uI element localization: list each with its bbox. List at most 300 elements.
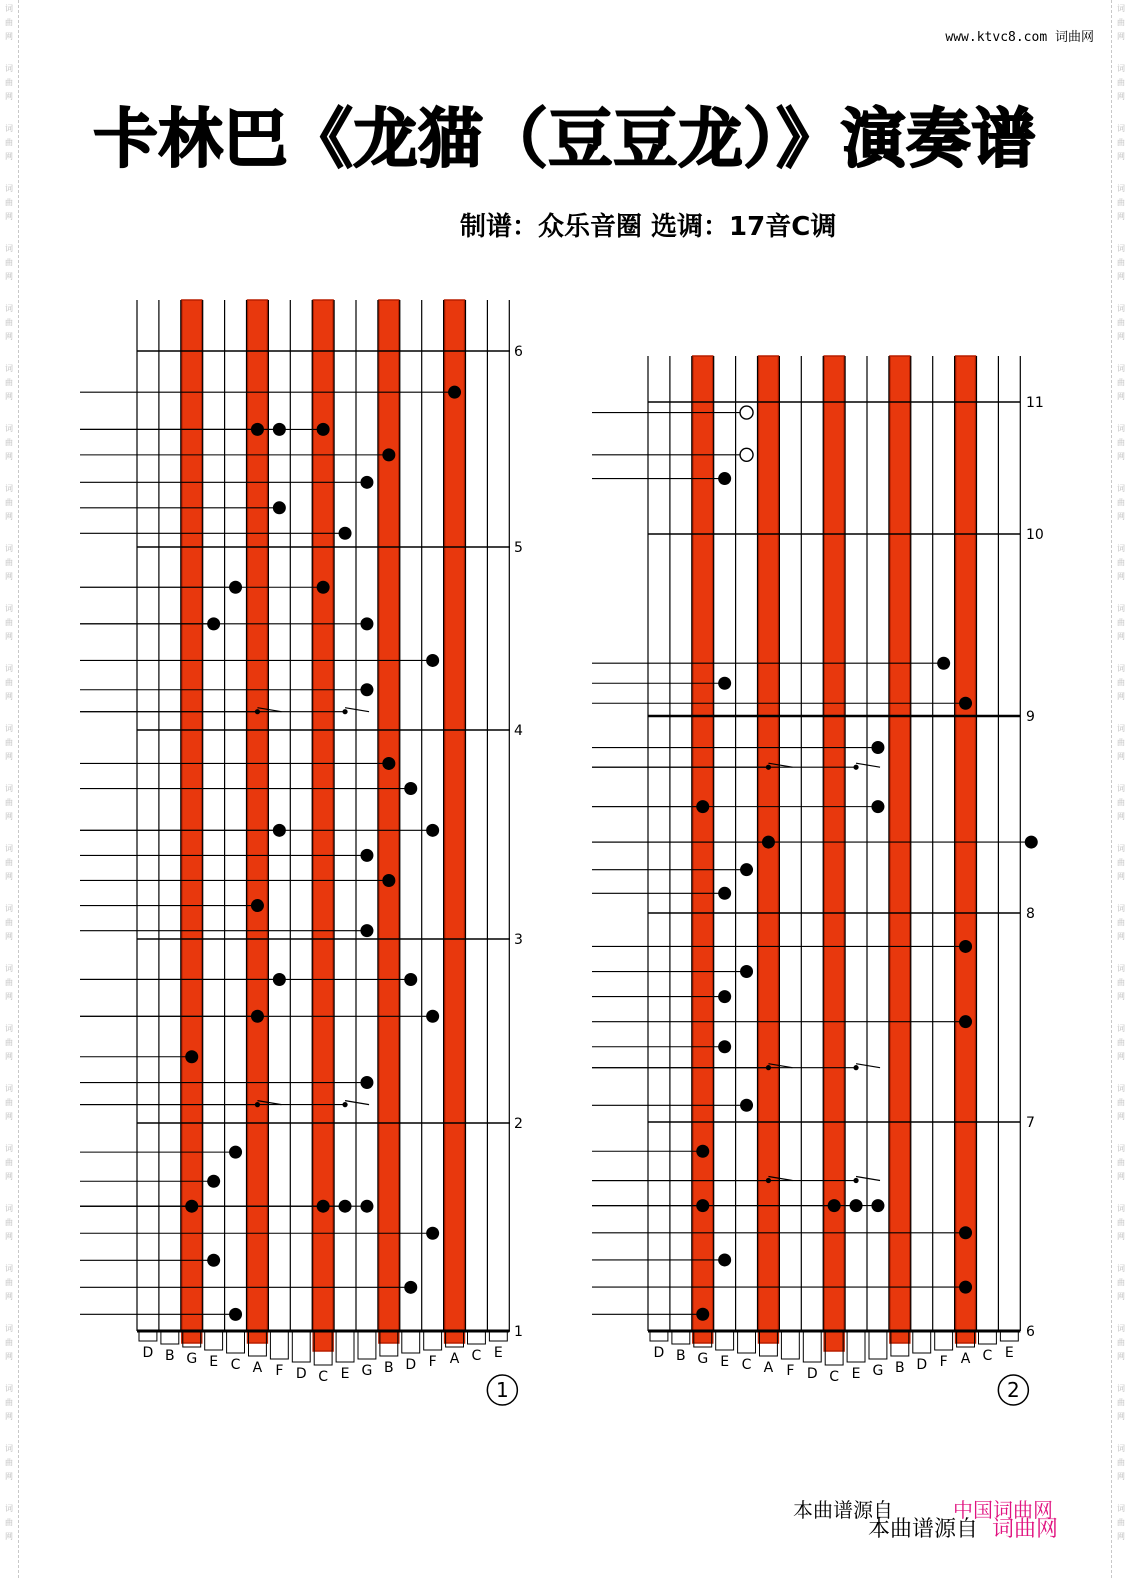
measure-number: 2 bbox=[514, 1116, 523, 1132]
note-dot bbox=[382, 448, 395, 461]
tine-highlight bbox=[693, 356, 713, 1343]
note-dot bbox=[1025, 836, 1038, 849]
tine-letter: A bbox=[960, 1351, 971, 1367]
watermark-char: 词 bbox=[5, 1444, 13, 1453]
watermark-char: 曲 bbox=[1117, 1158, 1125, 1167]
note-dot bbox=[871, 1199, 884, 1212]
measure-number: 8 bbox=[1026, 906, 1035, 922]
watermark-char: 网 bbox=[5, 992, 13, 1001]
note-dot bbox=[360, 849, 373, 862]
note-dot bbox=[339, 527, 352, 540]
watermark-char: 曲 bbox=[1117, 1278, 1125, 1287]
note-open bbox=[740, 406, 753, 419]
watermark-char: 网 bbox=[5, 452, 13, 461]
note-dot bbox=[207, 1175, 220, 1188]
watermark-char: 曲 bbox=[1117, 738, 1125, 747]
watermark-char: 网 bbox=[1117, 992, 1125, 1001]
watermark-char: 曲 bbox=[1117, 858, 1125, 867]
page-title: 卡林巴《龙猫（豆豆龙）》演奏谱 bbox=[93, 103, 1037, 177]
tine-letter: C bbox=[318, 1369, 329, 1385]
watermark-char: 网 bbox=[1117, 1052, 1125, 1061]
watermark-char: 词 bbox=[5, 1504, 13, 1513]
tine-letter: C bbox=[230, 1357, 241, 1373]
tine-tip bbox=[869, 1331, 887, 1359]
watermark-char: 词 bbox=[5, 904, 13, 913]
note-dot bbox=[718, 1253, 731, 1266]
watermark-char: 词 bbox=[5, 124, 13, 133]
tine-tip bbox=[402, 1331, 420, 1353]
watermark-char: 曲 bbox=[1117, 1038, 1125, 1047]
tine-letter: E bbox=[340, 1366, 350, 1382]
note-dot bbox=[696, 1145, 709, 1158]
tine-tip bbox=[161, 1331, 179, 1344]
watermark-char: 词 bbox=[1117, 1024, 1125, 1033]
tine-tip bbox=[336, 1331, 354, 1362]
watermark-char: 网 bbox=[5, 1472, 13, 1481]
measure-number: 6 bbox=[1026, 1324, 1035, 1340]
watermark-char: 网 bbox=[5, 1052, 13, 1061]
watermark-char: 词 bbox=[5, 1204, 13, 1213]
watermark-char: 词 bbox=[1117, 124, 1125, 133]
grace-flag bbox=[345, 1101, 369, 1105]
watermark-char: 曲 bbox=[5, 378, 13, 387]
note-dot bbox=[317, 423, 330, 436]
watermark-char: 网 bbox=[5, 692, 13, 701]
watermark-char: 网 bbox=[1117, 632, 1125, 641]
tine-letter: G bbox=[697, 1351, 709, 1367]
tine-letter: G bbox=[186, 1351, 198, 1367]
note-dot bbox=[448, 386, 461, 399]
tine-highlight bbox=[313, 300, 333, 1351]
tine-tip bbox=[292, 1331, 310, 1362]
tine-letter: C bbox=[741, 1357, 752, 1373]
tine-letter: B bbox=[165, 1348, 175, 1364]
tine-tip bbox=[270, 1331, 288, 1359]
sheet-number: 2 bbox=[1006, 1378, 1020, 1402]
watermark-char: 曲 bbox=[1117, 258, 1125, 267]
watermark-char: 曲 bbox=[5, 618, 13, 627]
watermark-char: 网 bbox=[5, 1172, 13, 1181]
note-dot bbox=[740, 863, 753, 876]
watermark-char: 曲 bbox=[5, 1338, 13, 1347]
tine-letter: B bbox=[676, 1348, 686, 1364]
watermark-char: 词 bbox=[1117, 604, 1125, 613]
watermark-char: 曲 bbox=[1117, 618, 1125, 627]
footer-source bbox=[868, 1512, 1058, 1543]
note-dot bbox=[959, 1281, 972, 1294]
tine-tip bbox=[227, 1331, 245, 1353]
tine-letter: D bbox=[916, 1357, 928, 1373]
watermark-char: 网 bbox=[1117, 152, 1125, 161]
tine-letter: D bbox=[142, 1345, 154, 1361]
watermark-char: 曲 bbox=[5, 798, 13, 807]
tine-tip bbox=[935, 1331, 953, 1350]
watermark-char: 网 bbox=[5, 872, 13, 881]
watermark-char: 网 bbox=[5, 1352, 13, 1361]
watermark-char: 词 bbox=[1117, 64, 1125, 73]
watermark-char: 词 bbox=[5, 484, 13, 493]
measure-number: 9 bbox=[1026, 709, 1035, 725]
watermark-char: 网 bbox=[5, 1112, 13, 1121]
note-dot bbox=[871, 800, 884, 813]
note-grace bbox=[342, 1102, 347, 1107]
note-dot bbox=[404, 782, 417, 795]
note-dot bbox=[185, 1050, 198, 1063]
tine-letter: D bbox=[806, 1366, 818, 1382]
grace-flag bbox=[856, 1177, 880, 1181]
watermark-char: 词 bbox=[1117, 1384, 1125, 1393]
note-grace bbox=[853, 765, 858, 770]
watermark-char: 网 bbox=[1117, 392, 1125, 401]
watermark-char: 词 bbox=[1117, 904, 1125, 913]
watermark-char: 词 bbox=[1117, 544, 1125, 553]
watermark-char: 网 bbox=[1117, 1352, 1125, 1361]
note-dot bbox=[718, 990, 731, 1003]
note-dot bbox=[426, 1010, 439, 1023]
sheet-number: 1 bbox=[495, 1378, 509, 1402]
tine-highlight bbox=[182, 300, 202, 1343]
note-dot bbox=[959, 697, 972, 710]
footer-brand[interactable]: 词曲网 bbox=[992, 1517, 1059, 1542]
footer-ghost-brand: 中国词曲网 bbox=[953, 1498, 1053, 1522]
watermark-char: 曲 bbox=[5, 1098, 13, 1107]
watermark-char: 网 bbox=[1117, 92, 1125, 101]
site-name[interactable]: 词曲网 bbox=[1054, 30, 1094, 45]
watermark-char: 网 bbox=[5, 932, 13, 941]
measure-number: 10 bbox=[1026, 527, 1044, 543]
tine-letter: A bbox=[449, 1351, 460, 1367]
watermark-char: 网 bbox=[5, 332, 13, 341]
watermark-char: 网 bbox=[1117, 32, 1125, 41]
watermark-char: 词 bbox=[5, 184, 13, 193]
watermark-char: 曲 bbox=[5, 1158, 13, 1167]
watermark-char: 网 bbox=[1117, 1472, 1125, 1481]
note-dot bbox=[382, 757, 395, 770]
footer-text: 本曲谱源自 bbox=[868, 1517, 979, 1542]
watermark-char: 词 bbox=[5, 1084, 13, 1093]
grace-flag bbox=[856, 763, 880, 767]
tine-tip bbox=[468, 1331, 486, 1344]
tine-letter: E bbox=[493, 1345, 503, 1361]
tine-tip bbox=[672, 1331, 690, 1344]
watermark-char: 曲 bbox=[5, 438, 13, 447]
tine-tip bbox=[847, 1331, 865, 1362]
note-dot bbox=[317, 581, 330, 594]
watermark-char: 曲 bbox=[5, 678, 13, 687]
tine-tip bbox=[205, 1331, 223, 1350]
watermark-char: 曲 bbox=[1117, 18, 1125, 27]
watermark-char: 网 bbox=[1117, 272, 1125, 281]
measure-number: 7 bbox=[1026, 1115, 1035, 1131]
watermark-char: 网 bbox=[1117, 512, 1125, 521]
watermark-char: 曲 bbox=[1117, 558, 1125, 567]
watermark-char: 词 bbox=[5, 604, 13, 613]
note-dot bbox=[696, 1308, 709, 1321]
watermark-char: 网 bbox=[5, 152, 13, 161]
watermark-char: 曲 bbox=[1117, 378, 1125, 387]
watermark-char: 词 bbox=[1117, 364, 1125, 373]
watermark-char: 网 bbox=[5, 812, 13, 821]
tine-letter: D bbox=[653, 1345, 665, 1361]
watermark-char: 词 bbox=[5, 844, 13, 853]
tine-letter: A bbox=[763, 1360, 774, 1376]
watermark-char: 词 bbox=[1117, 1264, 1125, 1273]
watermark-char: 网 bbox=[1117, 572, 1125, 581]
watermark-char: 网 bbox=[1117, 1172, 1125, 1181]
tine-letter: C bbox=[982, 1348, 993, 1364]
watermark-char: 词 bbox=[1117, 844, 1125, 853]
note-dot bbox=[937, 657, 950, 670]
watermark-char: 词 bbox=[5, 64, 13, 73]
note-dot bbox=[251, 899, 264, 912]
note-dot bbox=[959, 940, 972, 953]
tine-letter: B bbox=[384, 1360, 394, 1376]
watermark-char: 网 bbox=[1117, 1532, 1125, 1541]
watermark-char: 曲 bbox=[5, 858, 13, 867]
page-subtitle: 制谱：众乐音圈 选调：17音C调 bbox=[460, 212, 837, 242]
tine-letter: E bbox=[1004, 1345, 1014, 1361]
footer-ghost bbox=[793, 1494, 1053, 1522]
note-dot bbox=[273, 501, 286, 514]
note-dot bbox=[360, 924, 373, 937]
tine-tip bbox=[424, 1331, 442, 1350]
tine-tip bbox=[979, 1331, 997, 1344]
watermark-char: 词 bbox=[5, 424, 13, 433]
tine-tip bbox=[781, 1331, 799, 1359]
note-dot bbox=[718, 677, 731, 690]
note-dot bbox=[718, 472, 731, 485]
note-grace bbox=[853, 1178, 858, 1183]
watermark-char: 网 bbox=[5, 1412, 13, 1421]
watermark-char: 曲 bbox=[5, 918, 13, 927]
tine-letter: G bbox=[872, 1363, 884, 1379]
tine-letter: B bbox=[895, 1360, 905, 1376]
watermark-char: 词 bbox=[5, 1324, 13, 1333]
measure-number: 5 bbox=[514, 540, 523, 556]
tine-highlight bbox=[445, 300, 465, 1343]
watermark-char: 词 bbox=[1117, 964, 1125, 973]
watermark-char: 曲 bbox=[5, 198, 13, 207]
watermark-char: 曲 bbox=[5, 1218, 13, 1227]
tine-letter: F bbox=[428, 1354, 437, 1370]
note-dot bbox=[718, 887, 731, 900]
tine-letter: F bbox=[786, 1363, 795, 1379]
watermark-char: 曲 bbox=[1117, 1098, 1125, 1107]
watermark-char: 曲 bbox=[1117, 978, 1125, 987]
watermark-char: 网 bbox=[1117, 332, 1125, 341]
watermark-char: 网 bbox=[1117, 1412, 1125, 1421]
watermark-char: 词 bbox=[5, 304, 13, 313]
note-dot bbox=[426, 654, 439, 667]
watermark-char: 网 bbox=[5, 1232, 13, 1241]
watermark-char: 网 bbox=[5, 1532, 13, 1541]
watermark-char: 曲 bbox=[1117, 1398, 1125, 1407]
site-url[interactable]: www.ktvc8.com bbox=[945, 30, 1048, 45]
watermark-char: 曲 bbox=[5, 498, 13, 507]
watermark-char: 曲 bbox=[5, 978, 13, 987]
watermark-char: 词 bbox=[1117, 484, 1125, 493]
watermark-char: 曲 bbox=[1117, 798, 1125, 807]
tine-highlight bbox=[759, 356, 779, 1343]
watermark-char: 曲 bbox=[5, 1458, 13, 1467]
watermark-char: 词 bbox=[5, 4, 13, 13]
note-dot bbox=[229, 1146, 242, 1159]
watermark-char: 网 bbox=[1117, 932, 1125, 941]
watermark-char: 网 bbox=[5, 632, 13, 641]
tine-letter: F bbox=[939, 1354, 948, 1370]
watermark-char: 网 bbox=[1117, 692, 1125, 701]
footer-ghost-text: 本曲谱源自 bbox=[793, 1498, 893, 1522]
measure-number: 1 bbox=[514, 1324, 523, 1340]
note-dot bbox=[871, 741, 884, 754]
watermark-char: 曲 bbox=[1117, 78, 1125, 87]
measure-number: 4 bbox=[514, 723, 523, 739]
watermark-char: 曲 bbox=[1117, 1338, 1125, 1347]
watermark-char: 词 bbox=[5, 964, 13, 973]
watermark-char: 曲 bbox=[1117, 1458, 1125, 1467]
watermark-char: 曲 bbox=[1117, 678, 1125, 687]
watermark-char: 曲 bbox=[1117, 438, 1125, 447]
note-grace bbox=[342, 709, 347, 714]
watermark-char: 曲 bbox=[5, 138, 13, 147]
watermark-char: 曲 bbox=[1117, 318, 1125, 327]
watermark-char: 曲 bbox=[5, 1518, 13, 1527]
watermark-char: 词 bbox=[5, 364, 13, 373]
note-dot bbox=[360, 683, 373, 696]
watermark-char: 词 bbox=[1117, 1204, 1125, 1213]
watermark-char: 曲 bbox=[5, 1278, 13, 1287]
watermark-char: 词 bbox=[1117, 424, 1125, 433]
note-open bbox=[740, 448, 753, 461]
note-dot bbox=[959, 1015, 972, 1028]
watermark-char: 曲 bbox=[5, 18, 13, 27]
note-dot bbox=[718, 1040, 731, 1053]
watermark-char: 网 bbox=[5, 212, 13, 221]
watermark-char: 曲 bbox=[1117, 198, 1125, 207]
tine-letter: D bbox=[295, 1366, 307, 1382]
watermark-char: 词 bbox=[1117, 1084, 1125, 1093]
watermark-char: 曲 bbox=[1117, 138, 1125, 147]
measure-number: 3 bbox=[514, 932, 523, 948]
tine-letter: E bbox=[209, 1354, 219, 1370]
watermark-char: 曲 bbox=[5, 738, 13, 747]
note-dot bbox=[959, 1226, 972, 1239]
watermark-char: 网 bbox=[5, 392, 13, 401]
measure-number: 11 bbox=[1026, 395, 1044, 411]
watermark-char: 网 bbox=[5, 1292, 13, 1301]
note-dot bbox=[740, 1099, 753, 1112]
tine-letter: C bbox=[471, 1348, 482, 1364]
watermark-char: 网 bbox=[1117, 872, 1125, 881]
note-dot bbox=[740, 965, 753, 978]
tine-tip bbox=[358, 1331, 376, 1359]
tine-highlight bbox=[248, 300, 268, 1343]
watermark-char: 网 bbox=[1117, 452, 1125, 461]
watermark-char: 网 bbox=[5, 32, 13, 41]
watermark-char: 词 bbox=[5, 784, 13, 793]
watermark-char: 词 bbox=[5, 1264, 13, 1273]
note-grace bbox=[853, 1065, 858, 1070]
tine-letter: F bbox=[275, 1363, 284, 1379]
watermark-char: 词 bbox=[5, 664, 13, 673]
watermark-char: 词 bbox=[1117, 1504, 1125, 1513]
tine-tip bbox=[738, 1331, 756, 1353]
watermark-char: 网 bbox=[5, 272, 13, 281]
note-dot bbox=[207, 1254, 220, 1267]
watermark-char: 词 bbox=[1117, 1444, 1125, 1453]
tine-letter: E bbox=[720, 1354, 730, 1370]
grace-flag bbox=[345, 708, 369, 712]
watermark-char: 曲 bbox=[1117, 1518, 1125, 1527]
watermark-char: 词 bbox=[5, 1144, 13, 1153]
note-dot bbox=[382, 874, 395, 887]
watermark-char: 曲 bbox=[5, 318, 13, 327]
watermark-char: 词 bbox=[5, 544, 13, 553]
note-dot bbox=[360, 1076, 373, 1089]
watermark-char: 曲 bbox=[1117, 918, 1125, 927]
tine-letter: C bbox=[829, 1369, 840, 1385]
watermark-char: 词 bbox=[1117, 244, 1125, 253]
tab-sheet-2 bbox=[592, 356, 1044, 1405]
watermark-char: 网 bbox=[1117, 812, 1125, 821]
tab-sheet-1 bbox=[80, 300, 523, 1405]
watermark-char: 网 bbox=[1117, 1292, 1125, 1301]
watermark-char: 词 bbox=[5, 724, 13, 733]
watermark-char: 词 bbox=[1117, 784, 1125, 793]
tine-letter: D bbox=[405, 1357, 417, 1373]
tine-tip bbox=[913, 1331, 931, 1353]
note-dot bbox=[426, 824, 439, 837]
watermark-char: 曲 bbox=[5, 1038, 13, 1047]
watermark-char: 网 bbox=[1117, 1112, 1125, 1121]
tine-tip bbox=[716, 1331, 734, 1350]
note-dot bbox=[360, 476, 373, 489]
measure-number: 6 bbox=[514, 344, 523, 360]
note-dot bbox=[360, 617, 373, 630]
watermark-char: 词 bbox=[1117, 304, 1125, 313]
watermark-char: 网 bbox=[1117, 1232, 1125, 1241]
watermark-char: 词 bbox=[5, 244, 13, 253]
note-dot bbox=[404, 973, 417, 986]
watermark-char: 词 bbox=[1117, 184, 1125, 193]
tine-letter: G bbox=[361, 1363, 373, 1379]
note-dot bbox=[360, 1200, 373, 1213]
note-dot bbox=[404, 1281, 417, 1294]
tine-letter: A bbox=[252, 1360, 263, 1376]
watermark-char: 曲 bbox=[1117, 498, 1125, 507]
watermark-char: 网 bbox=[5, 92, 13, 101]
watermark-char: 网 bbox=[5, 512, 13, 521]
tine-highlight bbox=[956, 356, 976, 1343]
watermark-char: 词 bbox=[1117, 1324, 1125, 1333]
watermark-char: 词 bbox=[1117, 724, 1125, 733]
watermark-char: 词 bbox=[5, 1024, 13, 1033]
grace-flag bbox=[856, 1064, 880, 1068]
tine-letter: E bbox=[851, 1366, 861, 1382]
tine-highlight bbox=[890, 356, 910, 1343]
watermark-char: 词 bbox=[5, 1384, 13, 1393]
watermark-char: 网 bbox=[5, 752, 13, 761]
watermark-char: 网 bbox=[1117, 752, 1125, 761]
watermark-char: 曲 bbox=[1117, 1218, 1125, 1227]
watermark-char: 词 bbox=[1117, 4, 1125, 13]
tine-tip bbox=[803, 1331, 821, 1362]
watermark-char: 曲 bbox=[5, 78, 13, 87]
note-dot bbox=[426, 1227, 439, 1240]
note-dot bbox=[229, 1308, 242, 1321]
watermark-char: 曲 bbox=[5, 558, 13, 567]
watermark-char: 网 bbox=[1117, 212, 1125, 221]
